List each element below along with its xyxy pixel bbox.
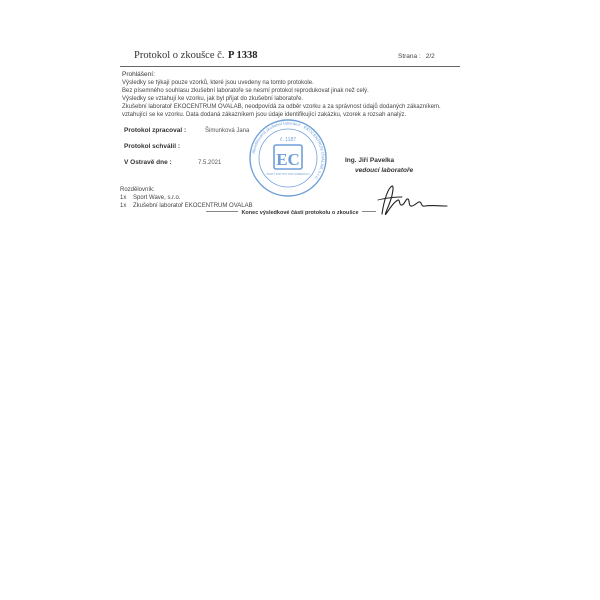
distribution-qty: 1x [120, 195, 127, 201]
accreditation-stamp [248, 118, 328, 198]
protocol-title: Protokol o zkoušce č. [134, 50, 225, 61]
stamp-logo-caption: ČESKÝ INSTITUT PRO AKREDITACI [266, 173, 310, 176]
stamp-number: č. 1187 [279, 137, 297, 143]
prepared-by-value: Šimunková Jana [205, 128, 250, 134]
date-value: 7.5.2021 [198, 160, 222, 166]
declaration-line: Zkušební laboratoř EKOCENTRUM OVALAB, neodpovídá za odběr vzorku a za správnost údajů dodaných zákazníkem. [122, 104, 441, 110]
page-value: 2/2 [425, 53, 435, 60]
stamp-ring-text: Akreditovaná zkušební laboratoř · EKOCENTRUM OVALAB, s.r.o. [250, 120, 326, 182]
declaration-line: vztahující se ke vzorku. Data dodaná zákazníkem jsou údaje identifikující zakázku, vzorek a rozsah analýz. [122, 112, 407, 118]
declaration-block [122, 71, 441, 119]
declaration-line: Bez písemného souhlasu zkušební laboratoře se nesmí protokol reprodukovat jinak než celý. [122, 88, 369, 94]
end-of-results-note [0, 210, 600, 216]
protocol-number: P 1338 [228, 50, 258, 61]
declaration-heading: Prohlášení: [122, 71, 155, 78]
declaration-line: Výsledky se vztahují ke vzorku, jak byl přijat do zkušební laboratoře. [122, 96, 304, 102]
header-rule [120, 66, 460, 67]
date-label: V Ostravě dne : [124, 159, 172, 166]
page-label: Strana : [398, 53, 421, 60]
distribution-recipient: Zkušební laboratoř EKOCENTRUM OVALAB [133, 203, 253, 209]
manager-role: vedoucí laboratoře [355, 167, 414, 174]
distribution-row [120, 194, 253, 202]
distribution-heading: Rozdělovník: [120, 187, 155, 193]
stamp-logo: EC [276, 150, 300, 169]
manager-name: Ing. Jiří Pavelka [345, 157, 395, 164]
prepared-by-label: Protokol zpracoval : [124, 127, 187, 134]
distribution-qty: 1x [120, 203, 127, 209]
approved-by-label: Protokol schválil : [124, 143, 180, 150]
distribution-row [120, 202, 253, 210]
end-of-results-text: Konec výsledkové části protokolu o zkoušce [238, 210, 361, 216]
page-indicator [398, 53, 435, 60]
distribution-list [120, 186, 253, 210]
distribution-recipient: Sport Wave, s.r.o. [133, 195, 181, 201]
declaration-line: Výsledky se týkají pouze vzorků, které jsou uvedeny na tomto protokole. [122, 80, 314, 86]
